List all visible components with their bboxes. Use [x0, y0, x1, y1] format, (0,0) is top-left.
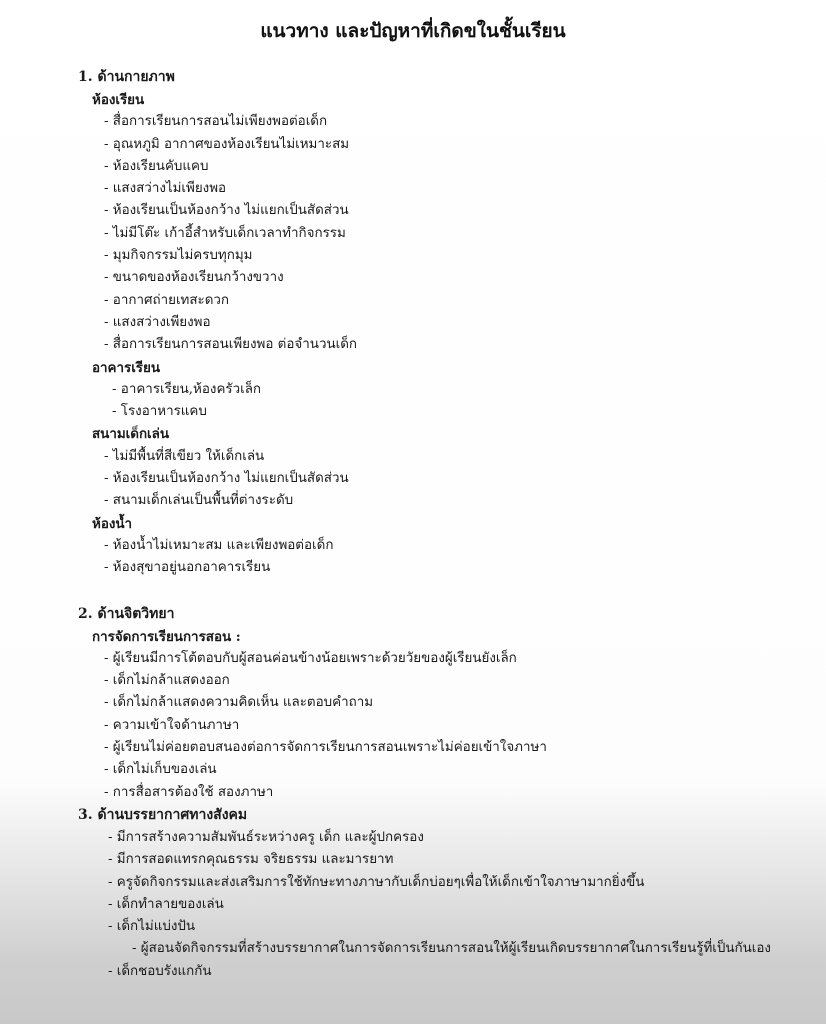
list-item: - อากาศถ่ายเทสะดวก [104, 292, 230, 308]
list-item: - อาคารเรียน,ห้องครัวเล็ก [112, 381, 262, 397]
subsection-playground-title: สนามเด็กเล่น [92, 426, 169, 443]
list-item: - การสื่อสารต้องใช้ สองภาษา [104, 784, 274, 800]
list-item: - สื่อการเรียนการสอนไม่เพียงพอต่อเด็ก [104, 114, 328, 130]
list-item: - ห้องน้ำไม่เหมาะสม และเพียงพอต่อเด็ก [104, 537, 334, 553]
list-item: - ห้องเรียนเป็นห้องกว้าง ไม่แยกเป็นสัดส่วน [104, 471, 349, 487]
subsection-teaching-title: การจัดการเรียนการสอน : [92, 628, 241, 645]
list-item: - เด็กไม่เก็บของเล่น [104, 762, 217, 778]
list-item: - เด็กชอบรังแกกัน [108, 963, 212, 979]
list-item: - ห้องสุขาอยู่นอกอาคารเรียน [104, 560, 271, 576]
section-1-title: 1. ด้านกายภาพ [78, 69, 175, 85]
list-item: - เด็กทำลายของเล่น [108, 896, 224, 912]
section-2-title: 2. ด้านจิตวิทยา [78, 605, 175, 622]
list-item: - มีการสอดแทรกคุณธรรม จริยธรรม และมารยาท [108, 852, 394, 868]
list-item: - ผู้เรียนมีการโต้ตอบกับผู้สอนค่อนข้างน้อยเพราะด้วยวัยของผู้เรียนยังเล็ก [104, 650, 517, 666]
list-item: - ครูจัดกิจกรรมและส่งเสริมการใช้ทักษะทางภาษากับเด็กบ่อยๆเพื่อให้เด็กเข้าใจภาษามากยิ่งขึ้น [108, 874, 645, 890]
list-item: - เด็กไม่แบ่งปัน [108, 919, 196, 935]
page-title: แนวทาง และปัญหาที่เกิดขในชั้นเรียน [260, 20, 566, 42]
list-item: - ไม่มีโต๊ะ เก้าอี้สำหรับเด็กเวลาทำกิจกรรม [104, 225, 346, 241]
list-item: - ผู้เรียนไม่ค่อยตอบสนองต่อการจัดการเรียนการสอนเพราะไม่ค่อยเข้าใจภาษา [104, 740, 547, 756]
list-item: - แสงสว่างไม่เพียงพอ [104, 181, 227, 197]
list-item: - สนามเด็กเล่นเป็นพื้นที่ต่างระดับ [104, 493, 294, 509]
list-item: - มีการสร้างความสัมพันธ์ระหว่างครู เด็ก และผู้ปกครอง [108, 829, 424, 845]
subsection-building-title: อาคารเรียน [92, 359, 160, 376]
list-item: - ไม่มีพื้นที่สีเขียว ให้เด็กเล่น [104, 448, 265, 464]
list-item: - ความเข้าใจด้านภาษา [104, 717, 240, 733]
section-3-title: 3. ด้านบรรยากาศทางสังคม [78, 806, 248, 823]
list-item: - ห้องเรียนคับแคบ [104, 158, 209, 174]
list-item: - สื่อการเรียนการสอนเพียงพอ ต่อจำนวนเด็ก [104, 337, 357, 353]
subsection-restroom-title: ห้องน้ำ [92, 515, 133, 532]
document-content [78, 66, 808, 983]
list-item-wrapped: - ผู้สอนจัดกิจกรรมที่สร้างบรรยากาศในการจัดการเรียนการสอนให้ผู้เรียนเกิดบรรยากาศในการเรียนรู้ที่เป็นกันเอง [132, 941, 771, 957]
list-item: - ห้องเรียนเป็นห้องกว้าง ไม่แยกเป็นสัดส่วน [104, 203, 349, 219]
list-item: - โรงอาหารแคบ [112, 404, 207, 420]
list-item: - อุณหภูมิ อากาศของห้องเรียนไม่เหมาะสม [104, 136, 350, 152]
list-item: - เด็กไม่กล้าแสดงความคิดเห็น และตอบคำถาม [104, 695, 374, 711]
subsection-classroom-title: ห้องเรียน [92, 92, 145, 108]
list-item: - ขนาดของห้องเรียนกว้างขวาง [104, 270, 284, 286]
list-item: - แสงสว่างเพียงพอ [104, 314, 211, 330]
list-item: - มุมกิจกรรมไม่ครบทุกมุม [104, 248, 253, 264]
list-item: - เด็กไม่กล้าแสดงออก [104, 673, 230, 689]
